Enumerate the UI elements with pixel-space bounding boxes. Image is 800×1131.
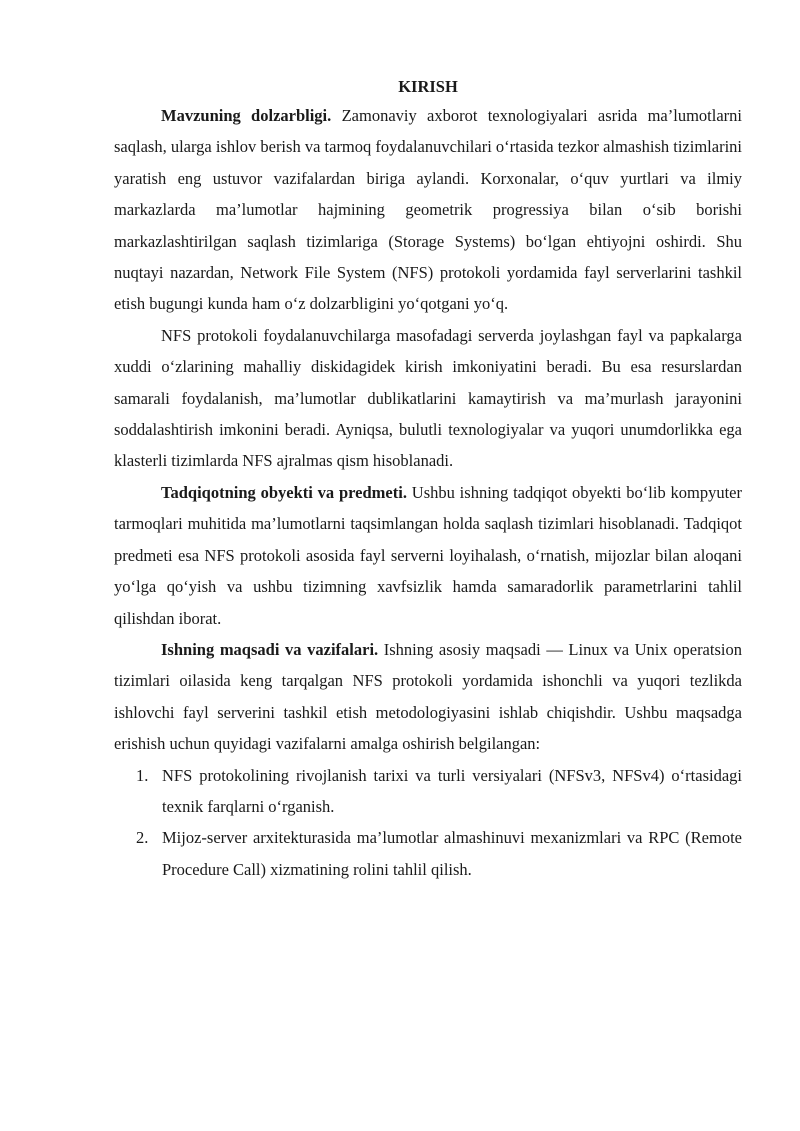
paragraph-nfs-description: [114, 320, 742, 477]
list-item: [114, 760, 742, 823]
paragraph-text: Zamonaviy axborot texnologiyalari asrida ma’lumotlarni saqlash, ularga ishlov berish va tarmoq foydalanuvchilari o‘rtasida tezkor almashish tizimlarini yaratish eng ustuvor vazifalardan biriga aylandi. Korxonalar, o‘quv yurtlari va ilmiy markazlarda ma’lumotlar hajmining geometrik progressiya bilan o‘sib borishi markazlashtirilgan saqlash tizimlariga (Storage Systems) bo‘lgan ehtiyojni oshirdi. Shu nuqtayi nazardan, Network File System (NFS) protokoli yordamida fayl serverlarini tashkil etish bugungi kunda ham o‘z dolzarbligini yo‘qotgani yo‘q.: [114, 106, 742, 314]
paragraph-text: Ushbu ishning tadqiqot obyekti bo‘lib kompyuter tarmoqlari muhitida ma’lumotlarni taqsimlangan holda saqlash tizimlari hisoblanadi. Tadqiqot predmeti esa NFS protokoli asosida fayl serverni loyihalash, o‘rnatish, mijozlar bilan aloqani yo‘lga qo‘yish va ushbu tizimning xavfsizlik hamda samaradorlik parametrlarini tahlil qilishdan iborat.: [114, 482, 742, 628]
paragraph-relevance: [114, 100, 742, 320]
list-item: [114, 822, 742, 885]
section-heading: KIRISH: [398, 77, 458, 96]
task-list: [114, 760, 742, 886]
document-page: [114, 76, 742, 885]
list-item-number: 1.: [136, 765, 149, 785]
paragraph-text: NFS protokoli foydalanuvchilarga masofadagi serverda joylashgan fayl va papkalarga xuddi o‘zlarining mahalliy diskidagidek kirish imkoniyatini beradi. Bu esa resurslardan samarali foydalanish, ma’lumotlar dublikatlarini kamaytirish va ma’murlash jarayonini soddalashtirish imkonini beradi. Ayniqsa, bulutli texnologiyalar va yuqori unumdorlikka ega klasterli tizimlarda NFS ajralmas qism hisoblanadi.: [114, 325, 742, 471]
list-item-text: Mijoz-server arxitekturasida ma’lumotlar almashinuvi mexanizmlari va RPC (Remote Procedure Call) xizmatining rolini tahlil qilish.: [162, 828, 742, 879]
paragraph-lead: Tadqiqotning obyekti va predmeti.: [161, 482, 407, 502]
paragraph-goals-tasks: [114, 634, 742, 760]
list-item-text: NFS protokolining rivojlanish tarixi va turli versiyalari (NFSv3, NFSv4) o‘rtasidagi texnik farqlarni o‘rganish.: [162, 765, 742, 816]
paragraph-text: Ishning asosiy maqsadi — Linux va Unix operatsion tizimlari oilasida keng tarqalgan NFS protokoli yordamida ishonchli va yuqori tezlikda ishlovchi fayl serverini tashkil etish metodologiyasini ishlab chiqishdir. Ushbu maqsadga erishish uchun quyidagi vazifalarni amalga oshirish belgilangan:: [114, 639, 742, 754]
list-item-number: 2.: [136, 828, 149, 848]
paragraph-object-subject: [114, 477, 742, 634]
paragraph-lead: Ishning maqsadi va vazifalari.: [161, 639, 379, 659]
paragraph-lead: Mavzuning dolzarbligi.: [161, 106, 332, 125]
